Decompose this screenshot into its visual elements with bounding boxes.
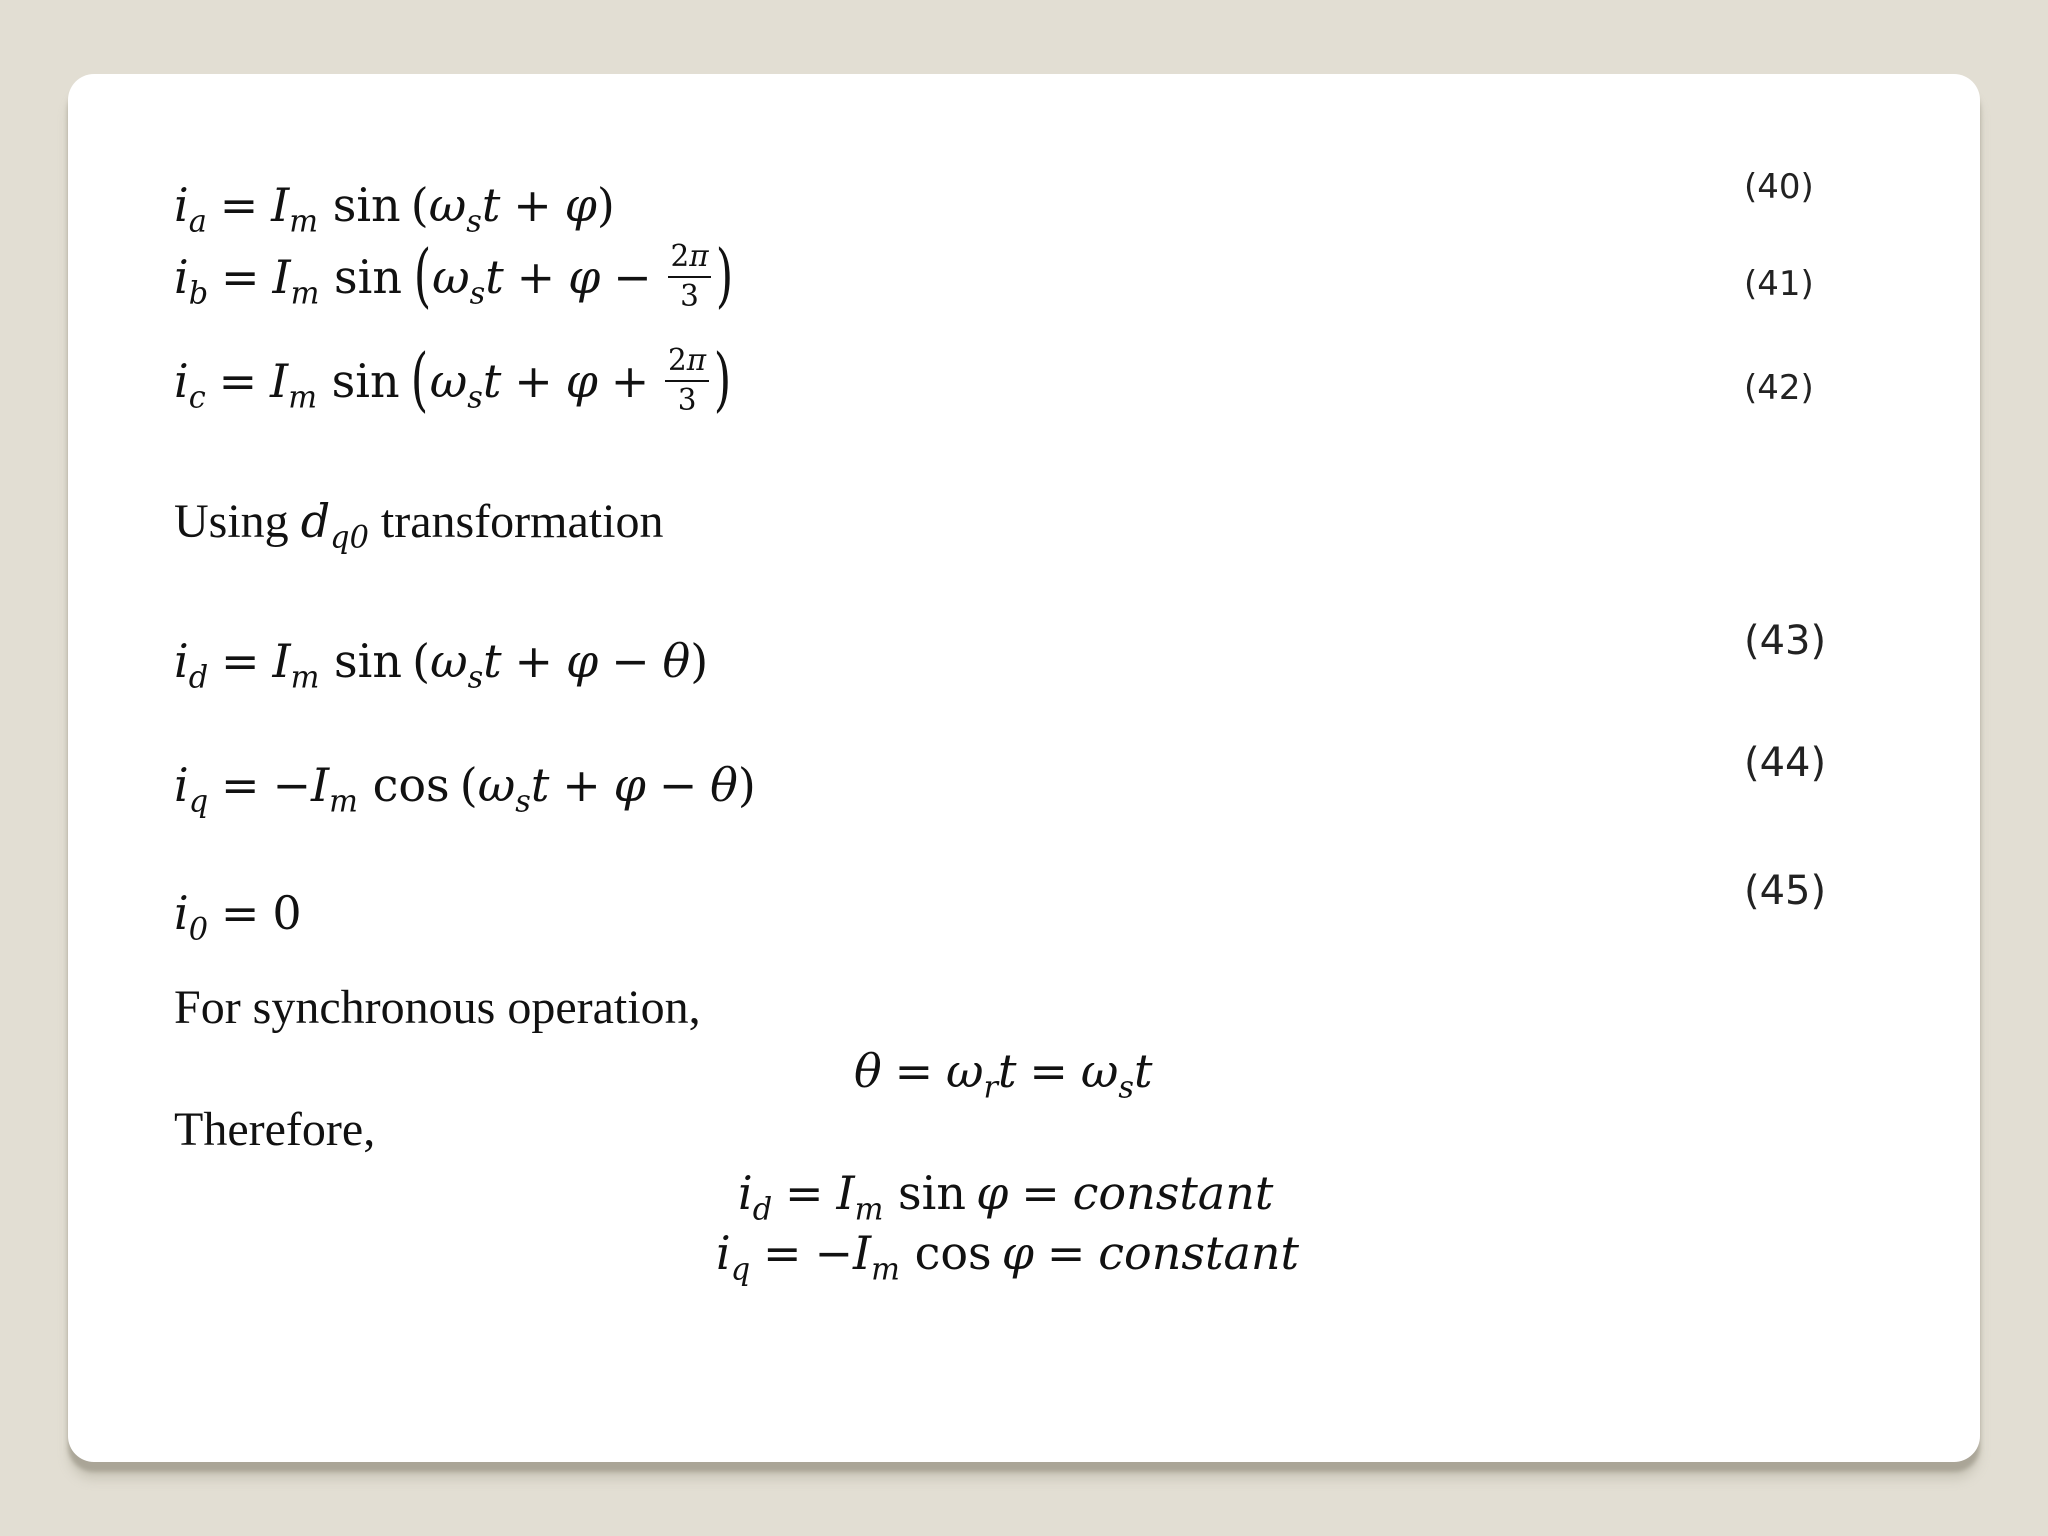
equation-40: $i_a$ = $I_m$ sin ( $\omega_st$ + φ ) (174, 178, 615, 240)
equation-44: $i_q$ = − $I_m$ cos ( $\omega_st$ + φ − θ ) (174, 758, 756, 820)
equation-number-45: (45) (1744, 868, 1827, 914)
theta-equation: $\theta = \omega_rt = \omega_st$ (854, 1044, 1153, 1106)
fraction-2pi-over-3: $\frac{2\pi}{3}$ (665, 346, 709, 415)
equation-number-44: (44) (1744, 740, 1827, 786)
equation-45: $i_0$ = 0 (174, 886, 302, 948)
equation-number-42: (42) (1744, 368, 1814, 408)
id-constant-equation: $i_d = I_m$ sin φ = constant (738, 1166, 1274, 1228)
equation-number-41: (41) (1744, 264, 1814, 304)
synchronous-operation-text: For synchronous operation, (174, 981, 701, 1034)
equation-number-40: (40) (1744, 167, 1814, 207)
therefore-text: Therefore, (174, 1103, 376, 1156)
using-dq0-text: Using $d_{q0}$ transformation (174, 494, 664, 556)
equation-number-43: (43) (1744, 618, 1827, 664)
slide-panel (68, 74, 1980, 1462)
equation-42: $i_c$ = $I_m$ sin ( $\omega_st$ + φ + $\frac{2\pi}{3}$ ) (174, 340, 731, 420)
fraction-2pi-over-3: $\frac{2\pi}{3}$ (668, 242, 712, 311)
equation-41: $i_b$ = $I_m$ sin ( $\omega_st$ + φ − $\frac{2\pi}{3}$ ) (174, 236, 734, 316)
iq-constant-equation: $i_q = -I_m$ cos φ = constant (716, 1226, 1300, 1288)
equation-43: $i_d$ = $I_m$ sin ( $\omega_st$ + φ − θ ) (174, 634, 709, 696)
